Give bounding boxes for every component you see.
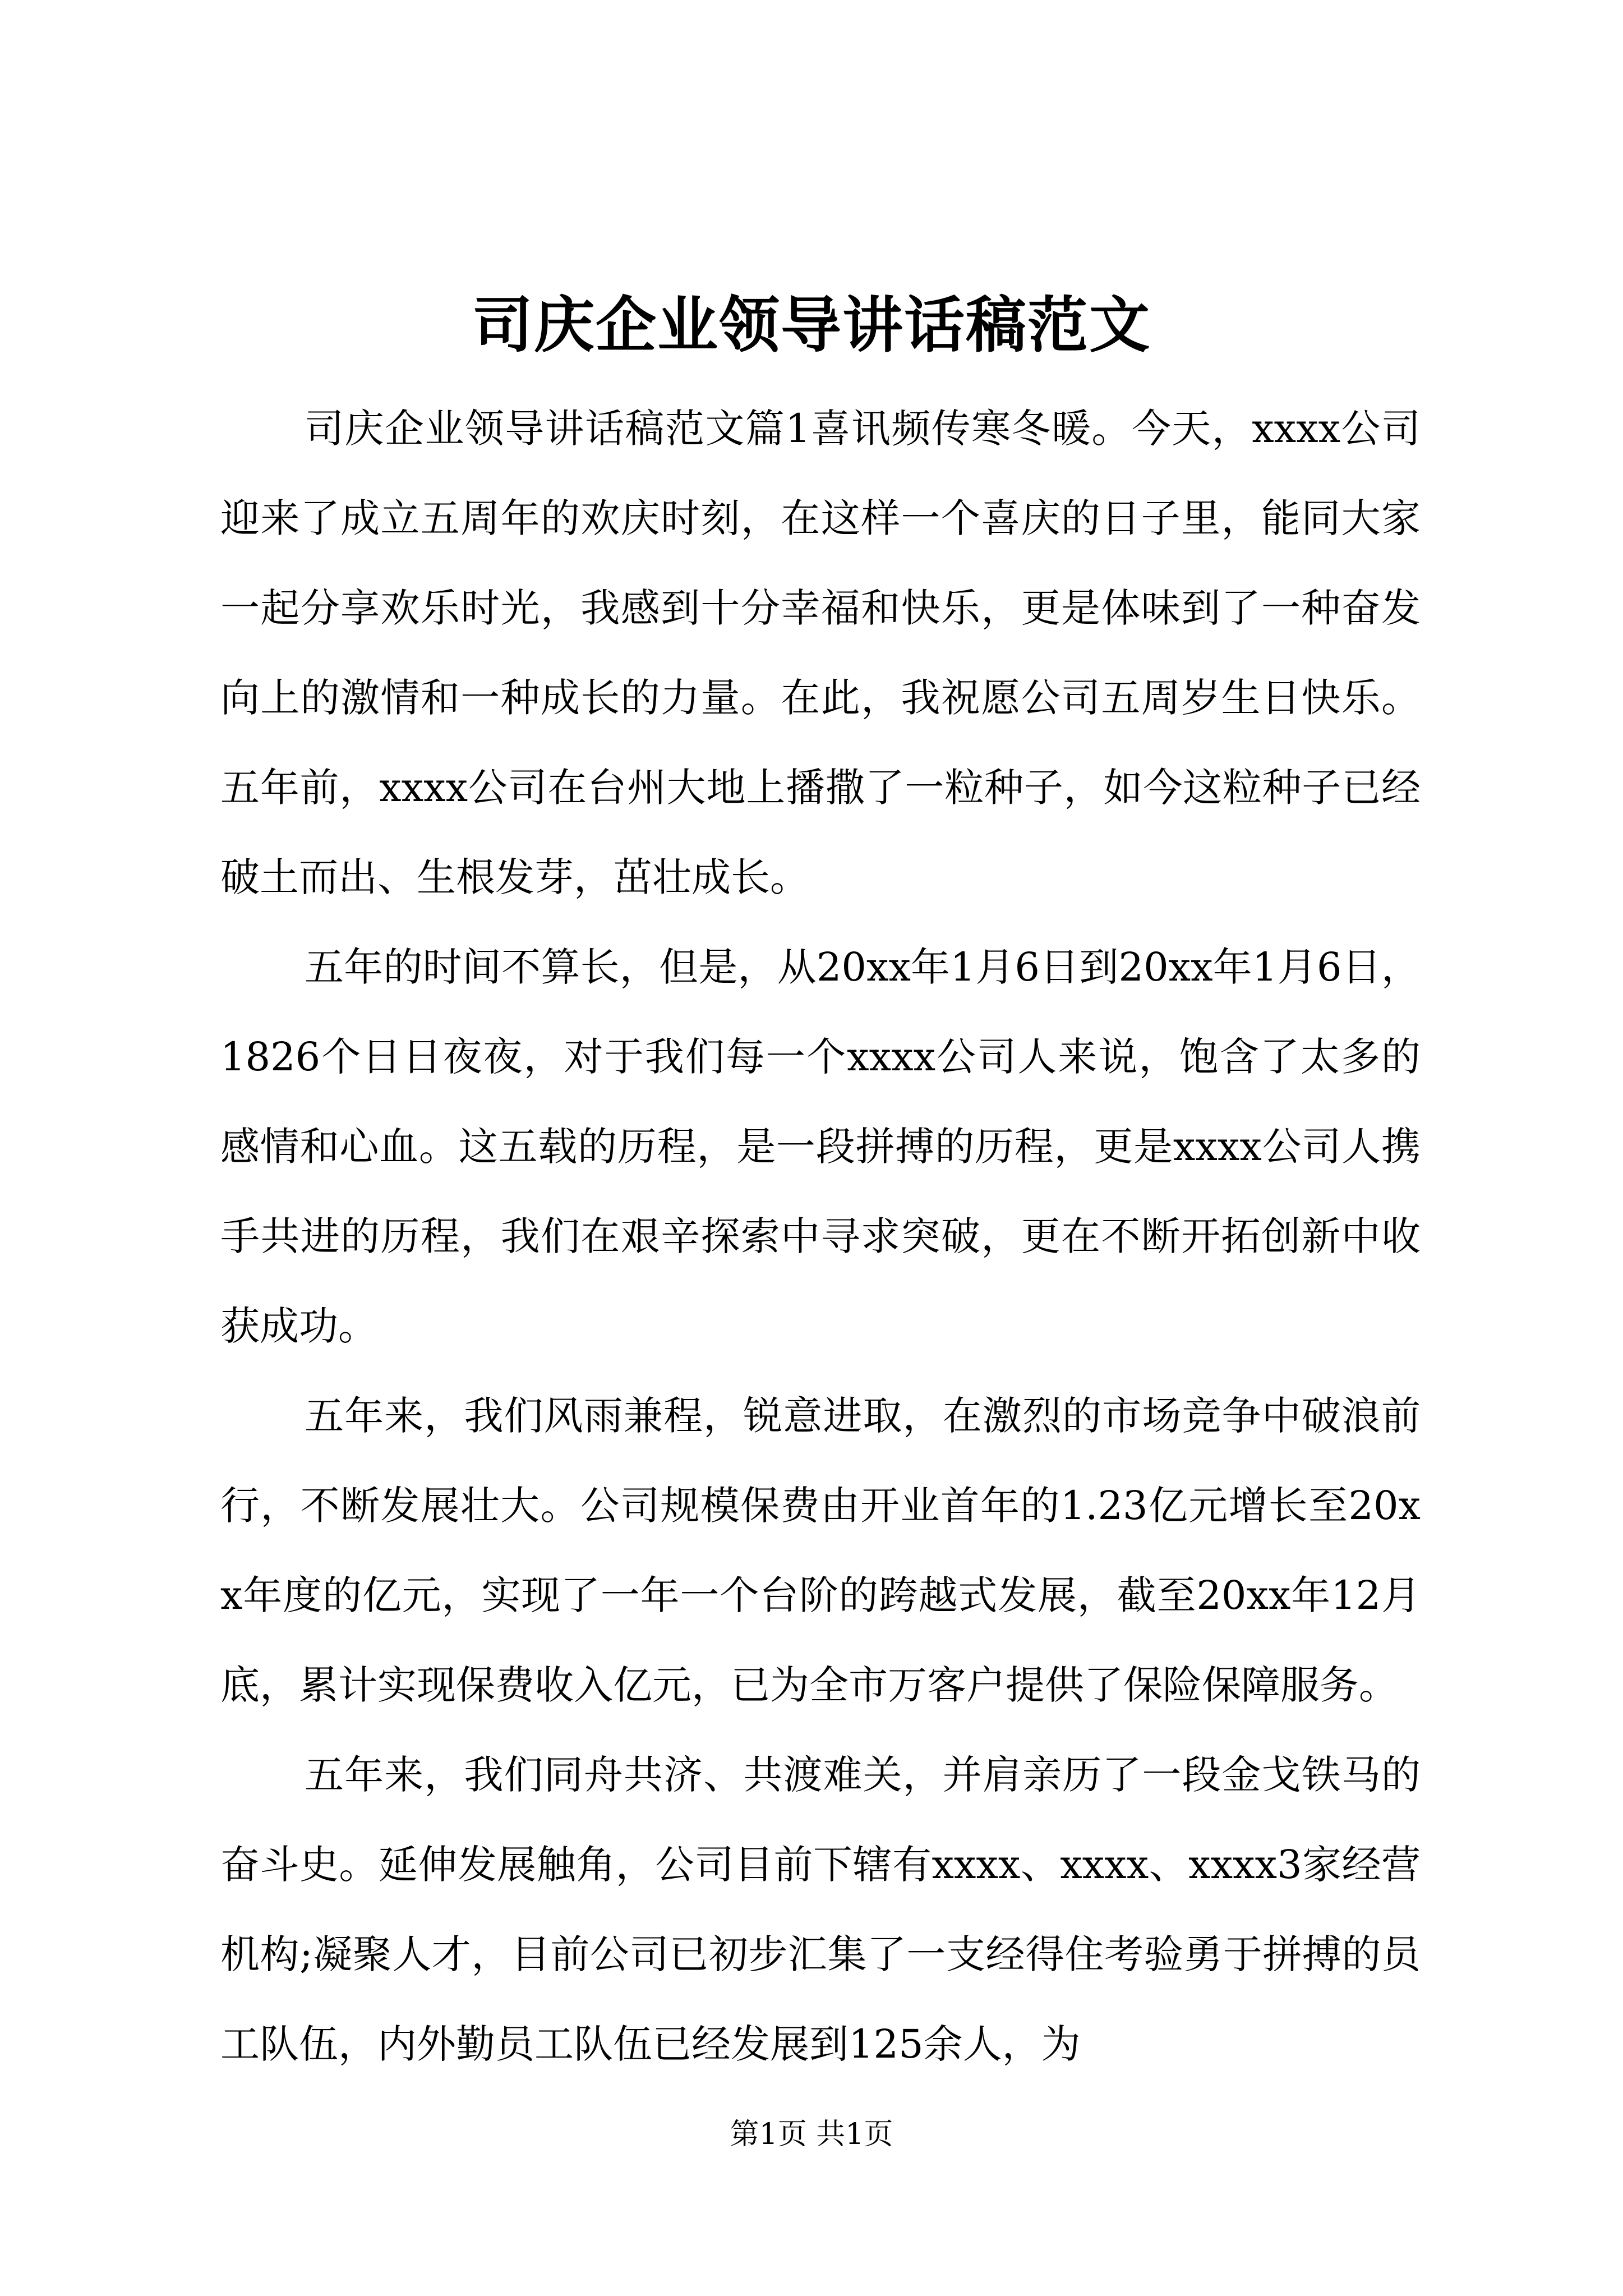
document-title: 司庆企业领导讲话稿范文 [472, 290, 1151, 361]
paragraph-3: 五年来，我们风雨兼程，锐意进取，在激烈的市场竞争中破浪前行，不断发展壮大。公司规模保费由开业首年的1.23亿元增长至20xx年度的亿元，实现了一年一个台阶的跨越式发展，截至20xx年12月底，累计实现保费收入亿元，已为全市万客户提供了保险保障服务。 [220, 1393, 1421, 1708]
paragraph-4: 五年来，我们同舟共济、共渡难关，并肩亲历了一段金戈铁马的奋斗史。延伸发展触角，公司目前下辖有xxxx、xxxx、xxxx3家经营机构;凝聚人才，目前公司已初步汇集了一支经得住考验勇于拼搏的员工队伍，内外勤员工队伍已经发展到125余人，为 [220, 1752, 1421, 2067]
page-footer: 第1页 共1页 [730, 2118, 893, 2151]
document-body [220, 384, 1421, 2089]
paragraph-1: 司庆企业领导讲话稿范文篇1喜讯频传寒冬暖。今天，xxxx公司迎来了成立五周年的欢庆时刻，在这样一个喜庆的日子里，能同大家一起分享欢乐时光，我感到十分幸福和快乐，更是体味到了一种奋发向上的激情和一种成长的力量。在此，我祝愿公司五周岁生日快乐。五年前，xxxx公司在台州大地上播撒了一粒种子，如今这粒种子已经破土而出、生根发芽，茁壮成长。 [220, 406, 1421, 900]
paragraph-2: 五年的时间不算长，但是，从20xx年1月6日到20xx年1月6日，1826个日日夜夜，对于我们每一个xxxx公司人来说，饱含了太多的感情和心血。这五载的历程，是一段拼搏的历程，更是xxxx公司人携手共进的历程，我们在艰辛探索中寻求突破，更在不断开拓创新中收获成功。 [220, 944, 1421, 1349]
